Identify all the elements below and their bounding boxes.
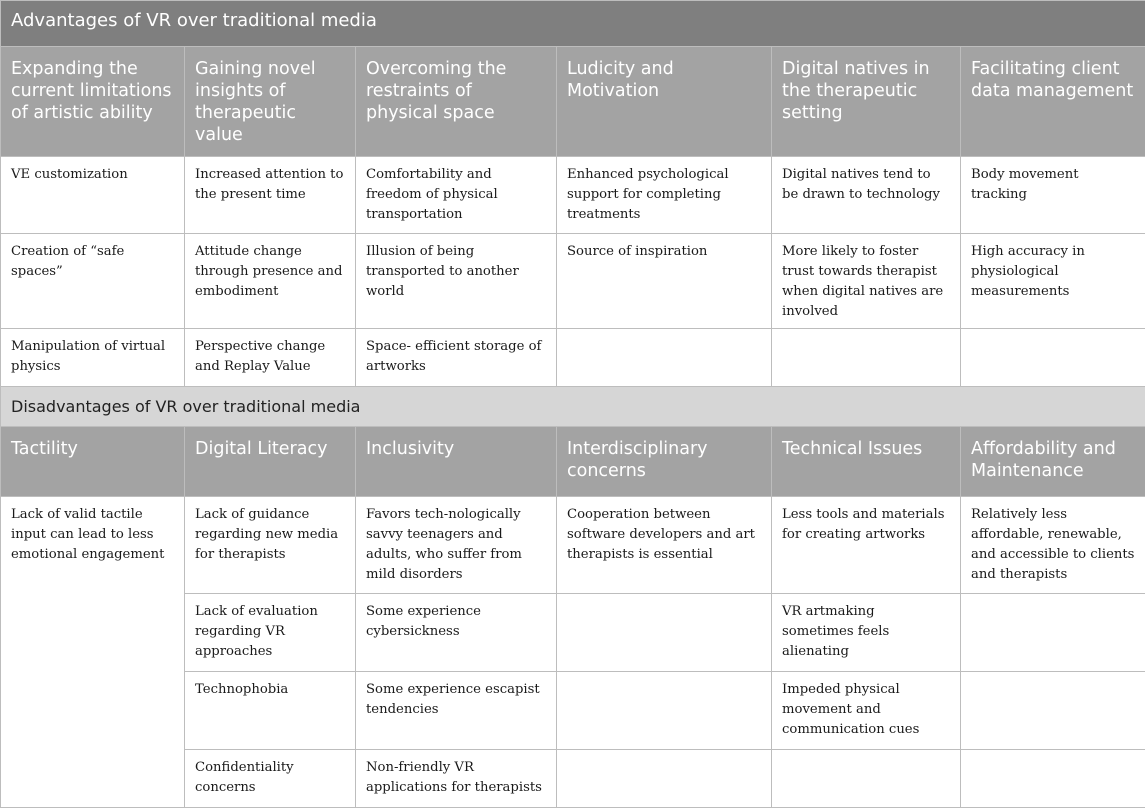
table-cell: Technophobia <box>185 672 356 750</box>
table-row <box>1 234 1145 329</box>
table-cell: VE customization <box>1 157 185 234</box>
table-cell <box>772 750 961 808</box>
column-header: Interdisciplinary concerns <box>557 427 772 497</box>
table-cell: Some experience cybersickness <box>356 594 557 672</box>
table-cell <box>961 594 1145 672</box>
table-cell: Lack of guidance regarding new media for therapists <box>185 497 356 594</box>
table-cell: VR artmaking sometimes feels alienating <box>772 594 961 672</box>
table-cell: Enhanced psychological support for completing treatments <box>557 157 772 234</box>
table-cell: Increased attention to the present time <box>185 157 356 234</box>
tactility-cell: Lack of valid tactile input can lead to less emotional engagement <box>1 497 185 808</box>
table-row <box>1 157 1145 234</box>
table-cell: Perspective change and Replay Value <box>185 329 356 387</box>
column-header: Tactility <box>1 427 185 497</box>
table-cell: Illusion of being transported to another world <box>356 234 557 329</box>
table-row <box>1 497 1145 594</box>
table-cell: Body movement tracking <box>961 157 1145 234</box>
column-header: Digital natives in the therapeutic setting <box>772 47 961 157</box>
column-header: Affordability and Maintenance <box>961 427 1145 497</box>
table-cell: High accuracy in physiological measurements <box>961 234 1145 329</box>
table-cell <box>961 329 1145 387</box>
advantages-title: Advantages of VR over traditional media <box>1 1 1145 47</box>
disadvantages-section-row <box>1 387 1145 427</box>
table-cell: Non-friendly VR applications for therapists <box>356 750 557 808</box>
column-header: Technical Issues <box>772 427 961 497</box>
table-cell <box>961 750 1145 808</box>
table-cell: Impeded physical movement and communication cues <box>772 672 961 750</box>
table-cell: Relatively less affordable, renewable, and accessible to clients and therapists <box>961 497 1145 594</box>
table-cell: Favors tech-nologically savvy teenagers and adults, who suffer from mild disorders <box>356 497 557 594</box>
column-header: Digital Literacy <box>185 427 356 497</box>
table-cell <box>557 594 772 672</box>
table-cell: Creation of “safe spaces” <box>1 234 185 329</box>
advantages-section-row <box>1 1 1145 47</box>
table-cell: Comfortability and freedom of physical transportation <box>356 157 557 234</box>
table-row <box>1 329 1145 387</box>
table-cell: More likely to foster trust towards therapist when digital natives are involved <box>772 234 961 329</box>
table-cell <box>557 329 772 387</box>
table-cell: Space- efficient storage of artworks <box>356 329 557 387</box>
disadvantages-header-row <box>1 427 1145 497</box>
column-header: Inclusivity <box>356 427 557 497</box>
table-cell: Lack of evaluation regarding VR approaches <box>185 594 356 672</box>
table-cell: Source of inspiration <box>557 234 772 329</box>
column-header: Overcoming the restraints of physical space <box>356 47 557 157</box>
table-cell: Attitude change through presence and embodiment <box>185 234 356 329</box>
table-cell: Some experience escapist tendencies <box>356 672 557 750</box>
column-header: Expanding the current limitations of artistic ability <box>1 47 185 157</box>
table-cell <box>961 672 1145 750</box>
table-cell <box>557 750 772 808</box>
table-cell <box>557 672 772 750</box>
table-cell: Manipulation of virtual physics <box>1 329 185 387</box>
column-header: Gaining novel insights of therapeutic value <box>185 47 356 157</box>
table-cell: Digital natives tend to be drawn to technology <box>772 157 961 234</box>
table-cell: Confidentiality concerns <box>185 750 356 808</box>
table-cell: Less tools and materials for creating artworks <box>772 497 961 594</box>
column-header: Facilitating client data management <box>961 47 1145 157</box>
table-cell <box>772 329 961 387</box>
advantages-header-row <box>1 47 1145 157</box>
disadvantages-title: Disadvantages of VR over traditional media <box>1 387 1145 427</box>
column-header: Ludicity and Motivation <box>557 47 772 157</box>
table-cell: Cooperation between software developers and art therapists is essential <box>557 497 772 594</box>
